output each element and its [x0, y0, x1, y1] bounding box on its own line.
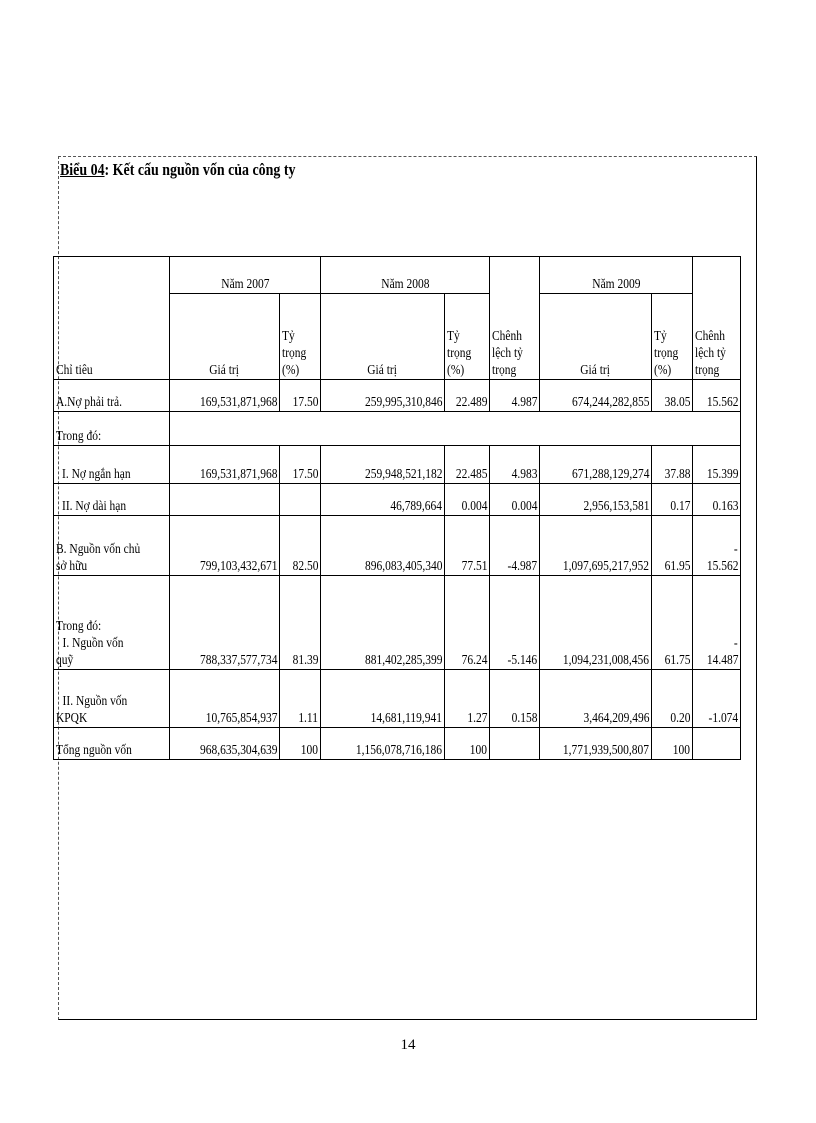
- header-ratio-2008: Tỷ trọng (%): [445, 294, 490, 380]
- table-row-of-which: Trong đó:: [54, 412, 741, 446]
- header-value-2007: Giá trị: [170, 294, 280, 380]
- header-year-2007: Năm 2007: [170, 257, 321, 294]
- table-row-equity: B. Nguồn vốn chủ sở hữu 799,103,432,671 82.50 896,083,405,340 77.51 -4.987 1,097,695,217,952 61.95 - 15.562: [54, 516, 741, 576]
- header-value-2008: Giá trị: [321, 294, 445, 380]
- table-row-total: Tổng nguồn vốn 968,635,304,639 100 1,156,078,716,186 100 1,771,939,500,807 100: [54, 728, 741, 760]
- header-year-2008: Năm 2008: [321, 257, 490, 294]
- header-year-2009: Năm 2009: [540, 257, 693, 294]
- header-value-2009: Giá trị: [540, 294, 652, 380]
- header-row-years: [54, 257, 741, 294]
- table-row-long-term-debt: II. Nợ dài hạn 46,789,664 0.004 0.004 2,956,153,581 0.17 0.163: [54, 484, 741, 516]
- title-text: : Kết cấu nguồn vốn của công ty: [104, 160, 296, 179]
- page-title: [60, 160, 295, 180]
- header-indicator: Chỉ tiêu: [54, 257, 170, 380]
- title-prefix: Biểu 04: [60, 160, 105, 179]
- page-number: 14: [400, 1037, 416, 1053]
- header-diff-2009: Chênh lệch tỷ trọng: [693, 257, 741, 380]
- header-ratio-2007: Tỷ trọng (%): [280, 294, 321, 380]
- table-row-short-term-debt: I. Nợ ngắn hạn 169,531,871,968 17.50 259,948,521,182 22.485 4.983 671,288,129,274 37.88 15.399: [54, 446, 741, 484]
- table-row-kpqk-capital: II. Nguồn vốn KPQK 10,765,854,937 1.11 14,681,119,941 1.27 0.158 3,464,209,496 0.20 -1.074: [54, 670, 741, 728]
- header-diff-2008: Chênh lệch tỷ trọng: [490, 257, 540, 380]
- capital-structure-table: [53, 256, 741, 760]
- table-row-liabilities: A.Nợ phải trả. 169,531,871,968 17.50 259,995,310,846 22.489 4.987 674,244,282,855 38.05 15.562: [54, 380, 741, 412]
- table-row-fund-capital: Trong đó: I. Nguồn vốn quỹ 788,337,577,734 81.39 881,402,285,399 76.24 -5.146 1,094,231,008,456 61.75 - 14.487: [54, 576, 741, 670]
- header-ratio-2009: Tỷ trọng (%): [652, 294, 693, 380]
